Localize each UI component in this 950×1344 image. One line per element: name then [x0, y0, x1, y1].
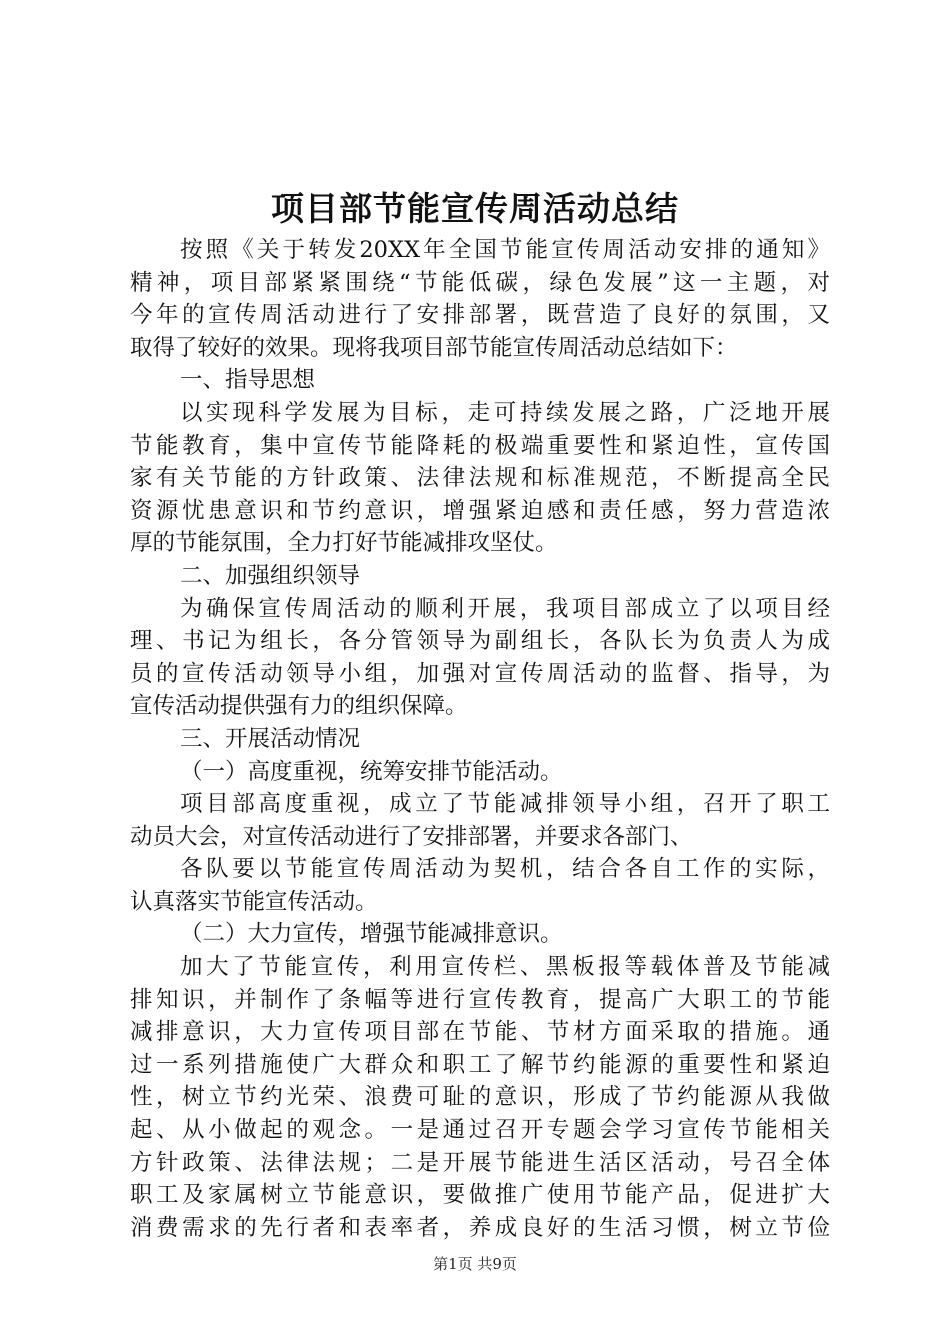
page-footer: 第1页 共9页: [433, 1255, 517, 1273]
text-line: 资源忧患意识和节约意识，增强紧迫感和责任感，努力营造浓: [130, 497, 830, 524]
text-line: 减排意识，大力宣传项目部在节能、节材方面采取的措施。通: [130, 1019, 830, 1046]
text-line: 消费需求的先行者和表率者，养成良好的生活习惯，树立节俭: [130, 1214, 830, 1241]
text-line: 方针政策、法律法规；二是开展节能进生活区活动，号召全体: [130, 1149, 830, 1176]
text-line: 厚的节能氛围，全力打好节能减排攻坚仗。: [130, 530, 558, 557]
text-line: 职工及家属树立节能意识，要做推广使用节能产品，促进扩大: [130, 1182, 830, 1209]
text-line: 取得了较好的效果。现将我项目部节能宣传周活动总结如下：: [130, 334, 738, 361]
text-line: 二、加强组织领导: [180, 562, 361, 589]
text-line: 节能教育，集中宣传节能降耗的极端重要性和紧迫性，宣传国: [130, 432, 830, 459]
text-line: （一）高度重视，统筹安排节能活动。: [180, 758, 563, 785]
text-line: 按照《关于转发20XX年全国节能宣传周活动安排的通知》: [180, 237, 830, 263]
text-line: 各队要以节能宣传周活动为契机，结合各自工作的实际，: [180, 856, 830, 883]
text-line: 起、从小做起的观念。一是通过召开专题会学习宣传节能相关: [130, 1117, 830, 1144]
text-line: （二）大力宣传，增强节能减排意识。: [180, 921, 563, 948]
text-line: 精神，项目部紧紧围绕“节能低碳，绿色发展”这一主题，对: [130, 269, 830, 296]
text-line: 认真落实节能宣传活动。: [130, 888, 378, 915]
text-line: 今年的宣传周活动进行了安排部署，既营造了良好的氛围，又: [130, 302, 830, 329]
text-line: 理、书记为组长，各分管领导为副组长，各队长为负责人为成: [130, 628, 830, 655]
text-line: 过一系列措施使广大群众和职工了解节约能源的重要性和紧迫: [130, 1051, 830, 1078]
text-line: 以实现科学发展为目标，走可持续发展之路，广泛地开展: [180, 399, 830, 426]
text-line: 性，树立节约光荣、浪费可耻的意识，形成了节约能源从我做: [130, 1084, 830, 1111]
text-line: 家有关节能的方针政策、法律法规和标准规范，不断提高全民: [130, 465, 830, 492]
text-line: 三、开展活动情况: [180, 725, 361, 752]
document-body: [130, 234, 830, 1244]
text-line: 动员大会，对宣传活动进行了安排部署，并要求各部门、: [130, 823, 693, 850]
text-line: 项目部高度重视，成立了节能减排领导小组，召开了职工: [180, 791, 830, 818]
text-line: 加大了节能宣传，利用宣传栏、黑板报等载体普及节能减: [180, 954, 830, 981]
text-line: 一、指导思想: [180, 367, 316, 394]
text-line: 员的宣传活动领导小组，加强对宣传周活动的监督、指导，为: [130, 660, 830, 687]
text-line: 排知识，并制作了条幅等进行宣传教育，提高广大职工的节能: [130, 986, 830, 1013]
document-title: 项目部节能宣传周活动总结: [271, 189, 679, 228]
text-line: 宣传活动提供强有力的组织保障。: [130, 693, 468, 720]
text-line: 为确保宣传周活动的顺利开展，我项目部成立了以项目经: [180, 595, 830, 622]
